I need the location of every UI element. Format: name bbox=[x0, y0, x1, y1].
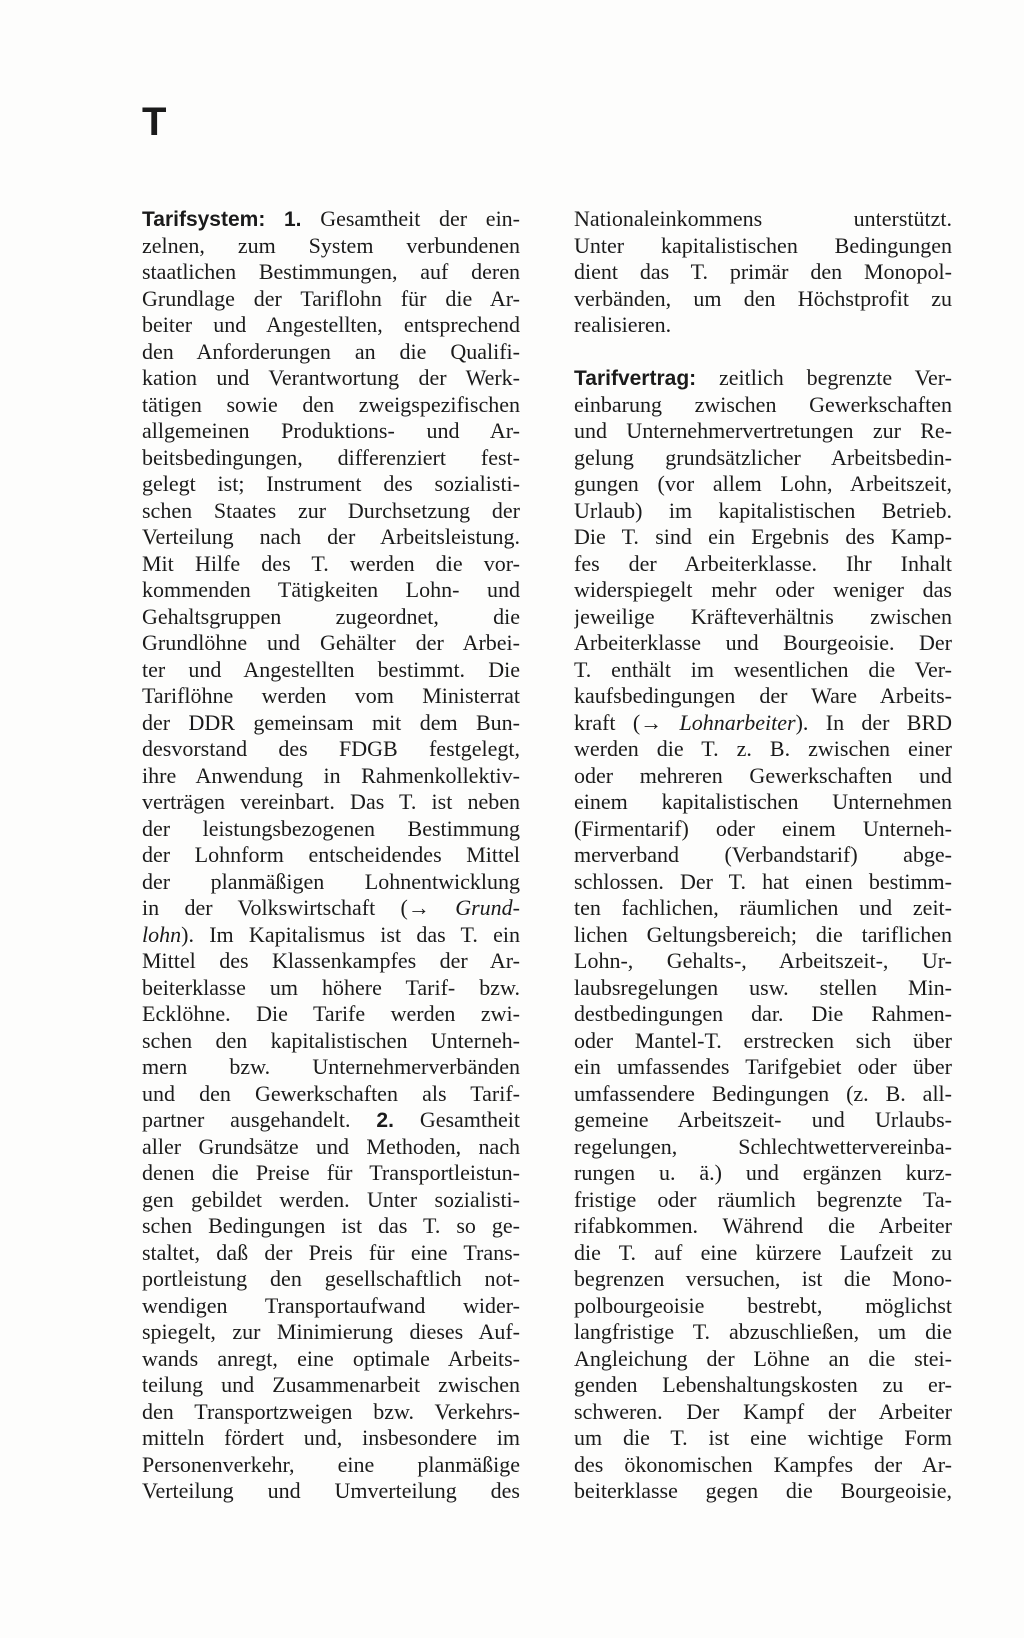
text-line: teilung und Zusammenarbeit zwischen bbox=[142, 1372, 520, 1397]
entry-first-line bbox=[142, 206, 520, 233]
text-line: Arbeiterklasse und Bourgeoisie. Der bbox=[574, 630, 952, 655]
text-line bbox=[142, 1107, 520, 1134]
text-line: Mittel des Klassenkampfes der Ar- bbox=[142, 948, 520, 973]
tarifsystem-lines-d bbox=[574, 206, 952, 312]
text-line: gemeine Arbeitszeit- und Urlaubs- bbox=[574, 1107, 952, 1132]
text-fragment: Gesamtheit der ein- bbox=[320, 206, 520, 231]
text-line: gelegt ist; Instrument des sozialisti- bbox=[142, 471, 520, 496]
text-line: destbedingungen dar. Die Rahmen- bbox=[574, 1001, 952, 1026]
text-line: Personenverkehr, eine planmäßige bbox=[142, 1451, 520, 1477]
text-line: gungen (vor allem Lohn, Arbeitszeit, bbox=[574, 471, 952, 496]
text-line: beitsbedingungen, differenziert fest- bbox=[142, 444, 520, 470]
text-line: beiterklasse um höhere Tarif- bzw. bbox=[142, 974, 520, 1000]
text-line: Angleichung der Löhne an die stei- bbox=[574, 1345, 952, 1371]
text-line: kommenden Tätigkeiten Lohn- und bbox=[142, 577, 520, 602]
text-line: polbourgeoisie bestrebt, möglichst bbox=[574, 1292, 952, 1318]
tarifvertrag-lines-a bbox=[574, 392, 952, 710]
text-line: fes der Arbeiterklasse. Ihr Inhalt bbox=[574, 550, 952, 576]
text-line: einem kapitalistischen Unternehmen bbox=[574, 789, 952, 814]
text-line: oder Mantel-T. erstrecken sich über bbox=[574, 1027, 952, 1053]
text-line bbox=[142, 922, 520, 949]
text-line: schen Staates zur Durchsetzung der bbox=[142, 497, 520, 523]
text-line: beiter und Angestellten, entsprechend bbox=[142, 312, 520, 337]
text-line: wands anregt, eine optimale Arbeits- bbox=[142, 1345, 520, 1371]
text-line: rungen u. ä.) und ergänzen kurz- bbox=[574, 1160, 952, 1185]
cross-reference-line bbox=[142, 895, 520, 922]
text-fragment: partner ausgehandelt. bbox=[142, 1107, 351, 1132]
text-line: zelnen, zum System verbundenen bbox=[142, 232, 520, 258]
text-line: schen Bedingungen ist das T. so ge- bbox=[142, 1213, 520, 1238]
text-line: Die T. sind ein Ergebnis des Kamp- bbox=[574, 524, 952, 549]
text-line: Tariflöhne werden vom Ministerrat bbox=[142, 683, 520, 708]
text-line: Ecklöhne. Die Tarife werden zwi- bbox=[142, 1001, 520, 1026]
text-fragment: ). In der BRD bbox=[795, 709, 952, 735]
text-line: Lohn-, Gehalts-, Arbeitszeit-, Ur- bbox=[574, 948, 952, 973]
text-line: oder mehreren Gewerkschaften und bbox=[574, 762, 952, 788]
arrow-icon: → bbox=[407, 895, 430, 920]
tarifsystem-lines-b bbox=[142, 948, 520, 1107]
text-line: den Anforderungen an die Qualifi- bbox=[142, 338, 520, 364]
text-line: um die T. ist eine wichtige Form bbox=[574, 1425, 952, 1450]
text-line: der planmäßigen Lohnentwicklung bbox=[142, 868, 520, 894]
text-line: kation und Verantwortung der Werk- bbox=[142, 365, 520, 390]
text-fragment: Gesamtheit bbox=[419, 1107, 520, 1132]
text-line: widerspiegelt mehr oder weniger das bbox=[574, 577, 952, 602]
text-line: spiegelt, zur Minimierung dieses Auf- bbox=[142, 1319, 520, 1344]
text-line: lichen Geltungsbereich; die tariflichen bbox=[574, 921, 952, 947]
text-line: und den Gewerkschaften als Tarif- bbox=[142, 1080, 520, 1106]
text-line: staatlichen Bestimmungen, auf deren bbox=[142, 259, 520, 284]
meaning-number-2: 2. bbox=[376, 1109, 394, 1132]
tarifsystem-lines-c bbox=[142, 1134, 520, 1505]
text-line: umfassendere Bedingungen (z. B. all- bbox=[574, 1080, 952, 1106]
text-line: (Firmentarif) oder einem Unterneh- bbox=[574, 815, 952, 841]
text-line: Unter kapitalistischen Bedingungen bbox=[574, 232, 952, 258]
text-line: ten fachlichen, räumlichen und zeit- bbox=[574, 895, 952, 920]
text-line: langfristige T. abzuschließen, um die bbox=[574, 1319, 952, 1344]
meaning-number-1: 1. bbox=[284, 208, 302, 231]
text-line: aller Grundsätze und Methoden, nach bbox=[142, 1133, 520, 1159]
text-line: werden die T. z. B. zwischen einer bbox=[574, 736, 952, 761]
text-line: denen die Preise für Transportleistun- bbox=[142, 1160, 520, 1185]
text-line: beiterklasse gegen die Bourgeoisie, bbox=[574, 1478, 952, 1503]
text-line: verbänden, um den Höchstprofit zu bbox=[574, 285, 952, 311]
right-column bbox=[574, 206, 952, 1505]
text-fragment: ). Im Kapitalismus ist das T. ein bbox=[181, 921, 520, 947]
text-line: Urlaub) im kapitalistischen Betrieb. bbox=[574, 497, 952, 523]
tarifvertrag-lines-b bbox=[574, 736, 952, 1505]
tarifsystem-lines-a bbox=[142, 233, 520, 896]
text-line: der leistungsbezogenen Bestimmung bbox=[142, 815, 520, 841]
text-line: Verteilung nach der Arbeitsleistung. bbox=[142, 524, 520, 549]
text-line: laubsregelungen usw. stellen Min- bbox=[574, 974, 952, 1000]
text-line: portleistung den gesellschaftlich not- bbox=[142, 1266, 520, 1291]
text-line: ihre Anwendung in Rahmenkollektiv- bbox=[142, 762, 520, 788]
entry-last-line: realisieren. bbox=[574, 312, 672, 337]
entry-separator bbox=[574, 339, 952, 366]
text-line: genden Lebenshaltungskosten zu er- bbox=[574, 1372, 952, 1397]
text-line: einbarung zwischen Gewerkschaften bbox=[574, 391, 952, 417]
text-line: staltet, daß der Preis für eine Trans- bbox=[142, 1239, 520, 1265]
text-line: schen den kapitalistischen Unterneh- bbox=[142, 1027, 520, 1053]
cross-reference-link-lohnarbeiter[interactable]: Lohnarbeiter bbox=[679, 709, 796, 735]
text-line: fristige oder räumlich begrenzte Ta- bbox=[574, 1186, 952, 1212]
text-line: regelungen, Schlechtwettervereinba- bbox=[574, 1133, 952, 1159]
text-fragment: zeitlich begrenzte Ver- bbox=[719, 365, 952, 390]
entry-first-line bbox=[574, 365, 952, 392]
text-line: allgemeinen Produktions- und Ar- bbox=[142, 418, 520, 443]
text-line: begrenzen versuchen, ist die Mono- bbox=[574, 1266, 952, 1291]
text-line: schlossen. Der T. hat einen bestimm- bbox=[574, 868, 952, 894]
entry-term-tarifvertrag: Tarifvertrag: bbox=[574, 367, 697, 390]
text-line: ein umfassendes Tarifgebiet oder über bbox=[574, 1054, 952, 1079]
text-line: und Unternehmervertretungen zur Re- bbox=[574, 418, 952, 443]
text-line: Gehaltsgruppen zugeordnet, die bbox=[142, 603, 520, 629]
text-line: merverband (Verbandstarif) abge- bbox=[574, 842, 952, 867]
section-letter-heading: T bbox=[142, 100, 167, 144]
text-line: wendigen Transportaufwand wider- bbox=[142, 1292, 520, 1318]
text-line: jeweilige Kräfteverhältnis zwischen bbox=[574, 603, 952, 629]
text-line: mern bzw. Unternehmerverbänden bbox=[142, 1054, 520, 1079]
text-fragment: kraft ( bbox=[574, 709, 641, 735]
arrow-icon: → bbox=[640, 709, 663, 735]
left-column bbox=[142, 206, 520, 1505]
text-line: kaufsbedingungen der Ware Arbeits- bbox=[574, 683, 952, 708]
text-line: T. enthält im wesentlichen die Ver- bbox=[574, 656, 952, 682]
text-line: tätigen sowie den zweigspezifischen bbox=[142, 391, 520, 417]
text-line: Verteilung und Umverteilung des bbox=[142, 1478, 520, 1503]
text-line: der Lohnform entscheidendes Mittel bbox=[142, 842, 520, 867]
text-line: Mit Hilfe des T. werden die vor- bbox=[142, 550, 520, 576]
text-line: gen gebildet werden. Unter sozialisti- bbox=[142, 1186, 520, 1212]
text-line: schweren. Der Kampf der Arbeiter bbox=[574, 1398, 952, 1424]
text-line: gelung grundsätzlicher Arbeitsbedin- bbox=[574, 444, 952, 470]
text-line: Grundlage der Tariflohn für die Ar- bbox=[142, 285, 520, 311]
text-line: verträgen vereinbart. Das T. ist neben bbox=[142, 789, 520, 814]
text-line: desvorstand des FDGB festgelegt, bbox=[142, 736, 520, 761]
text-line: des ökonomischen Kampfes der Ar- bbox=[574, 1451, 952, 1477]
text-line: der DDR gemeinsam mit dem Bun- bbox=[142, 709, 520, 735]
cross-reference-link-grundlohn[interactable]: Grund- bbox=[455, 895, 520, 920]
text-line: Grundlöhne und Gehälter der Arbei- bbox=[142, 630, 520, 655]
text-line: rifabkommen. Während die Arbeiter bbox=[574, 1213, 952, 1238]
cross-reference-link-grundlohn-end[interactable]: lohn bbox=[142, 921, 182, 947]
text-line: mitteln fördert und, insbesondere im bbox=[142, 1425, 520, 1450]
cross-reference-line bbox=[574, 710, 952, 737]
text-line: ter und Angestellten bestimmt. Die bbox=[142, 656, 520, 682]
entry-term-tarifsystem: Tarifsystem: bbox=[142, 208, 266, 231]
text-line: die T. auf eine kürzere Laufzeit zu bbox=[574, 1239, 952, 1265]
text-line: Nationaleinkommens unterstützt. bbox=[574, 206, 952, 231]
text-line: den Transportzweigen bzw. Verkehrs- bbox=[142, 1398, 520, 1424]
text-fragment: in der Volkswirtschaft ( bbox=[142, 895, 408, 920]
text-line: dient das T. primär den Monopol- bbox=[574, 259, 952, 284]
